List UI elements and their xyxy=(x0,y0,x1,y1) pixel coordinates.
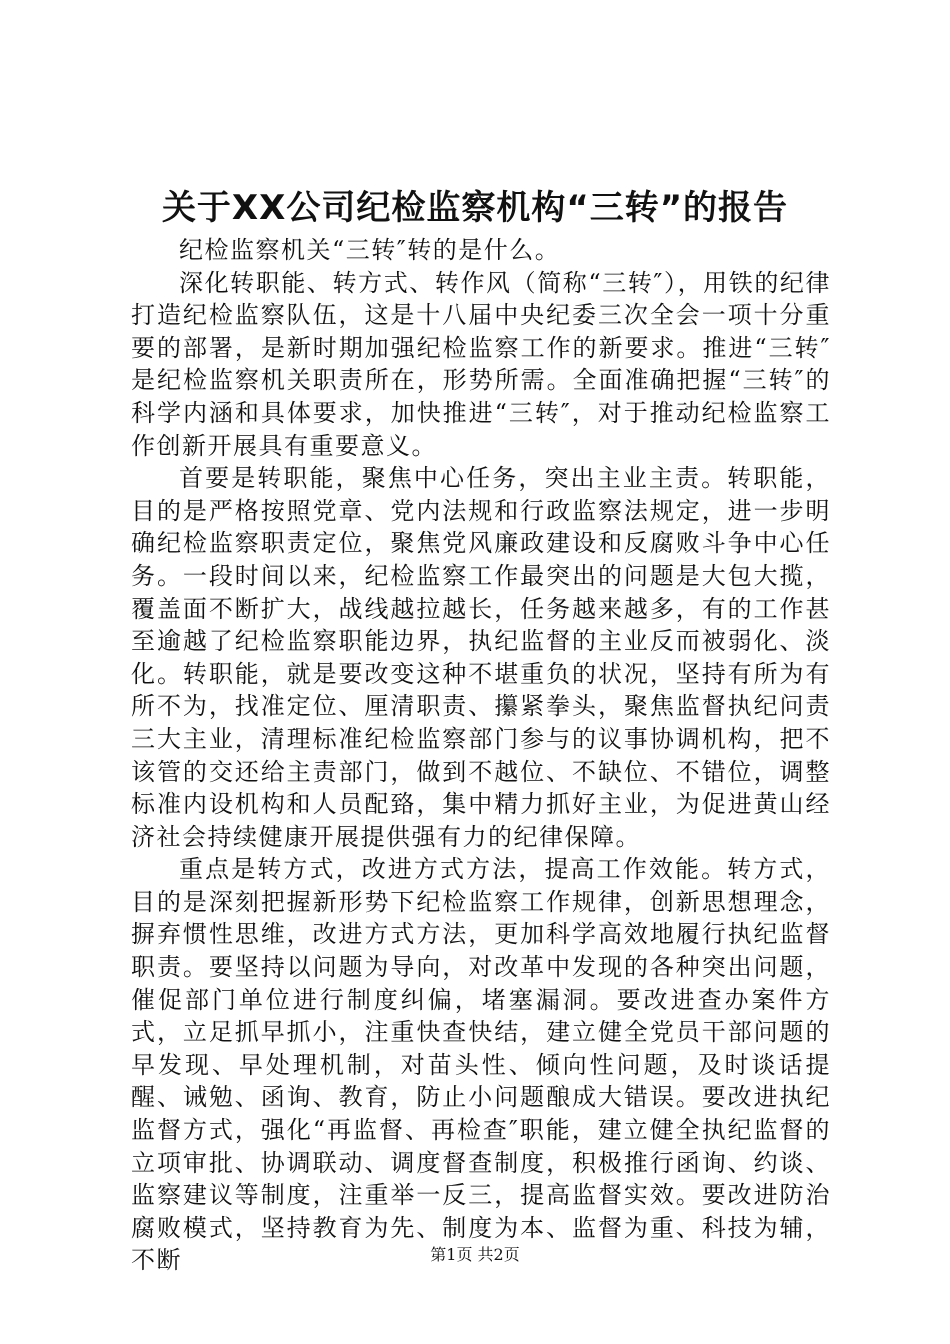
page-footer: 第1页 共2页 xyxy=(430,1245,520,1264)
document-title: 关于XX公司纪检监察机构“三转”的报告 xyxy=(161,188,789,228)
paragraph-transform-method: 重点是转方式，改进方式方法，提高工作效能。转方式，目的是深刻把握新形势下纪检监察工作规律，创新思想理念，摒弃惯性思维，改进方式方法，更加科学高效地履行执纪监督职责。要坚持以问题为导向，对改革中发现的各种突出问题，催促部门单位进行制度纠偏，堵塞漏洞。要改进查办案件方式，立足抓早抓小，注重快查快结，建立健全党员干部问题的早发现、早处理机制，对苗头性、倾向性问题，及时谈话提醒、诫勉、函询、教育，防止小问题酿成大错误。要改进执纪监督方式，强化“再监督、再检查″职能，建立健全执纪监督的立项审批、协调联动、调度督查制度，积极推行函询、约谈、监察建议等制度，注重举一反三，提高监督实效。要改进防治腐败模式，坚持教育为先、制度为本、监督为重、科技为辅，不断 xyxy=(131,855,831,1275)
paragraph-question: 纪检监察机关“三转″转的是什么。 xyxy=(179,236,561,264)
document-body xyxy=(131,234,831,1277)
paragraph-intro: 深化转职能、转方式、转作风（简称“三转″），用铁的纪律打造纪检监察队伍，这是十八届中央纪委三次全会一项十分重要的部署，是新时期加强纪检监察工作的新要求。推进“三转″是纪检监察机关职责所在，形势所需。全面准确把握“三转″的科学内涵和具体要求，加快推进“三转″，对于推动纪检监察工作创新开展具有重要意义。 xyxy=(131,268,831,460)
paragraph-transform-function: 首要是转职能，聚焦中心任务，突出主业主责。转职能，目的是严格按照党章、党内法规和行政监察法规定，进一步明确纪检监察职责定位，聚焦党风廉政建设和反腐败斗争中心任务。一段时间以来，纪检监察工作最突出的问题是大包大揽，覆盖面不断扩大，战线越拉越长，任务越来越多，有的工作甚至逾越了纪检监察职能边界，执纪监督的主业反而被弱化、淡化。转职能，就是要改变这种不堪重负的状况，坚持有所为有所不为，找准定位、厘清职责、攥紧拳头，聚焦监督执纪问责三大主业，清理标准纪检监察部门参与的议事协调机构，把不该管的交还给主责部门，做到不越位、不缺位、不错位，调整标准内设机构和人员配臵，集中精力抓好主业，为促进黄山经济社会持续健康开展提供强有力的纪律保障。 xyxy=(131,464,831,851)
